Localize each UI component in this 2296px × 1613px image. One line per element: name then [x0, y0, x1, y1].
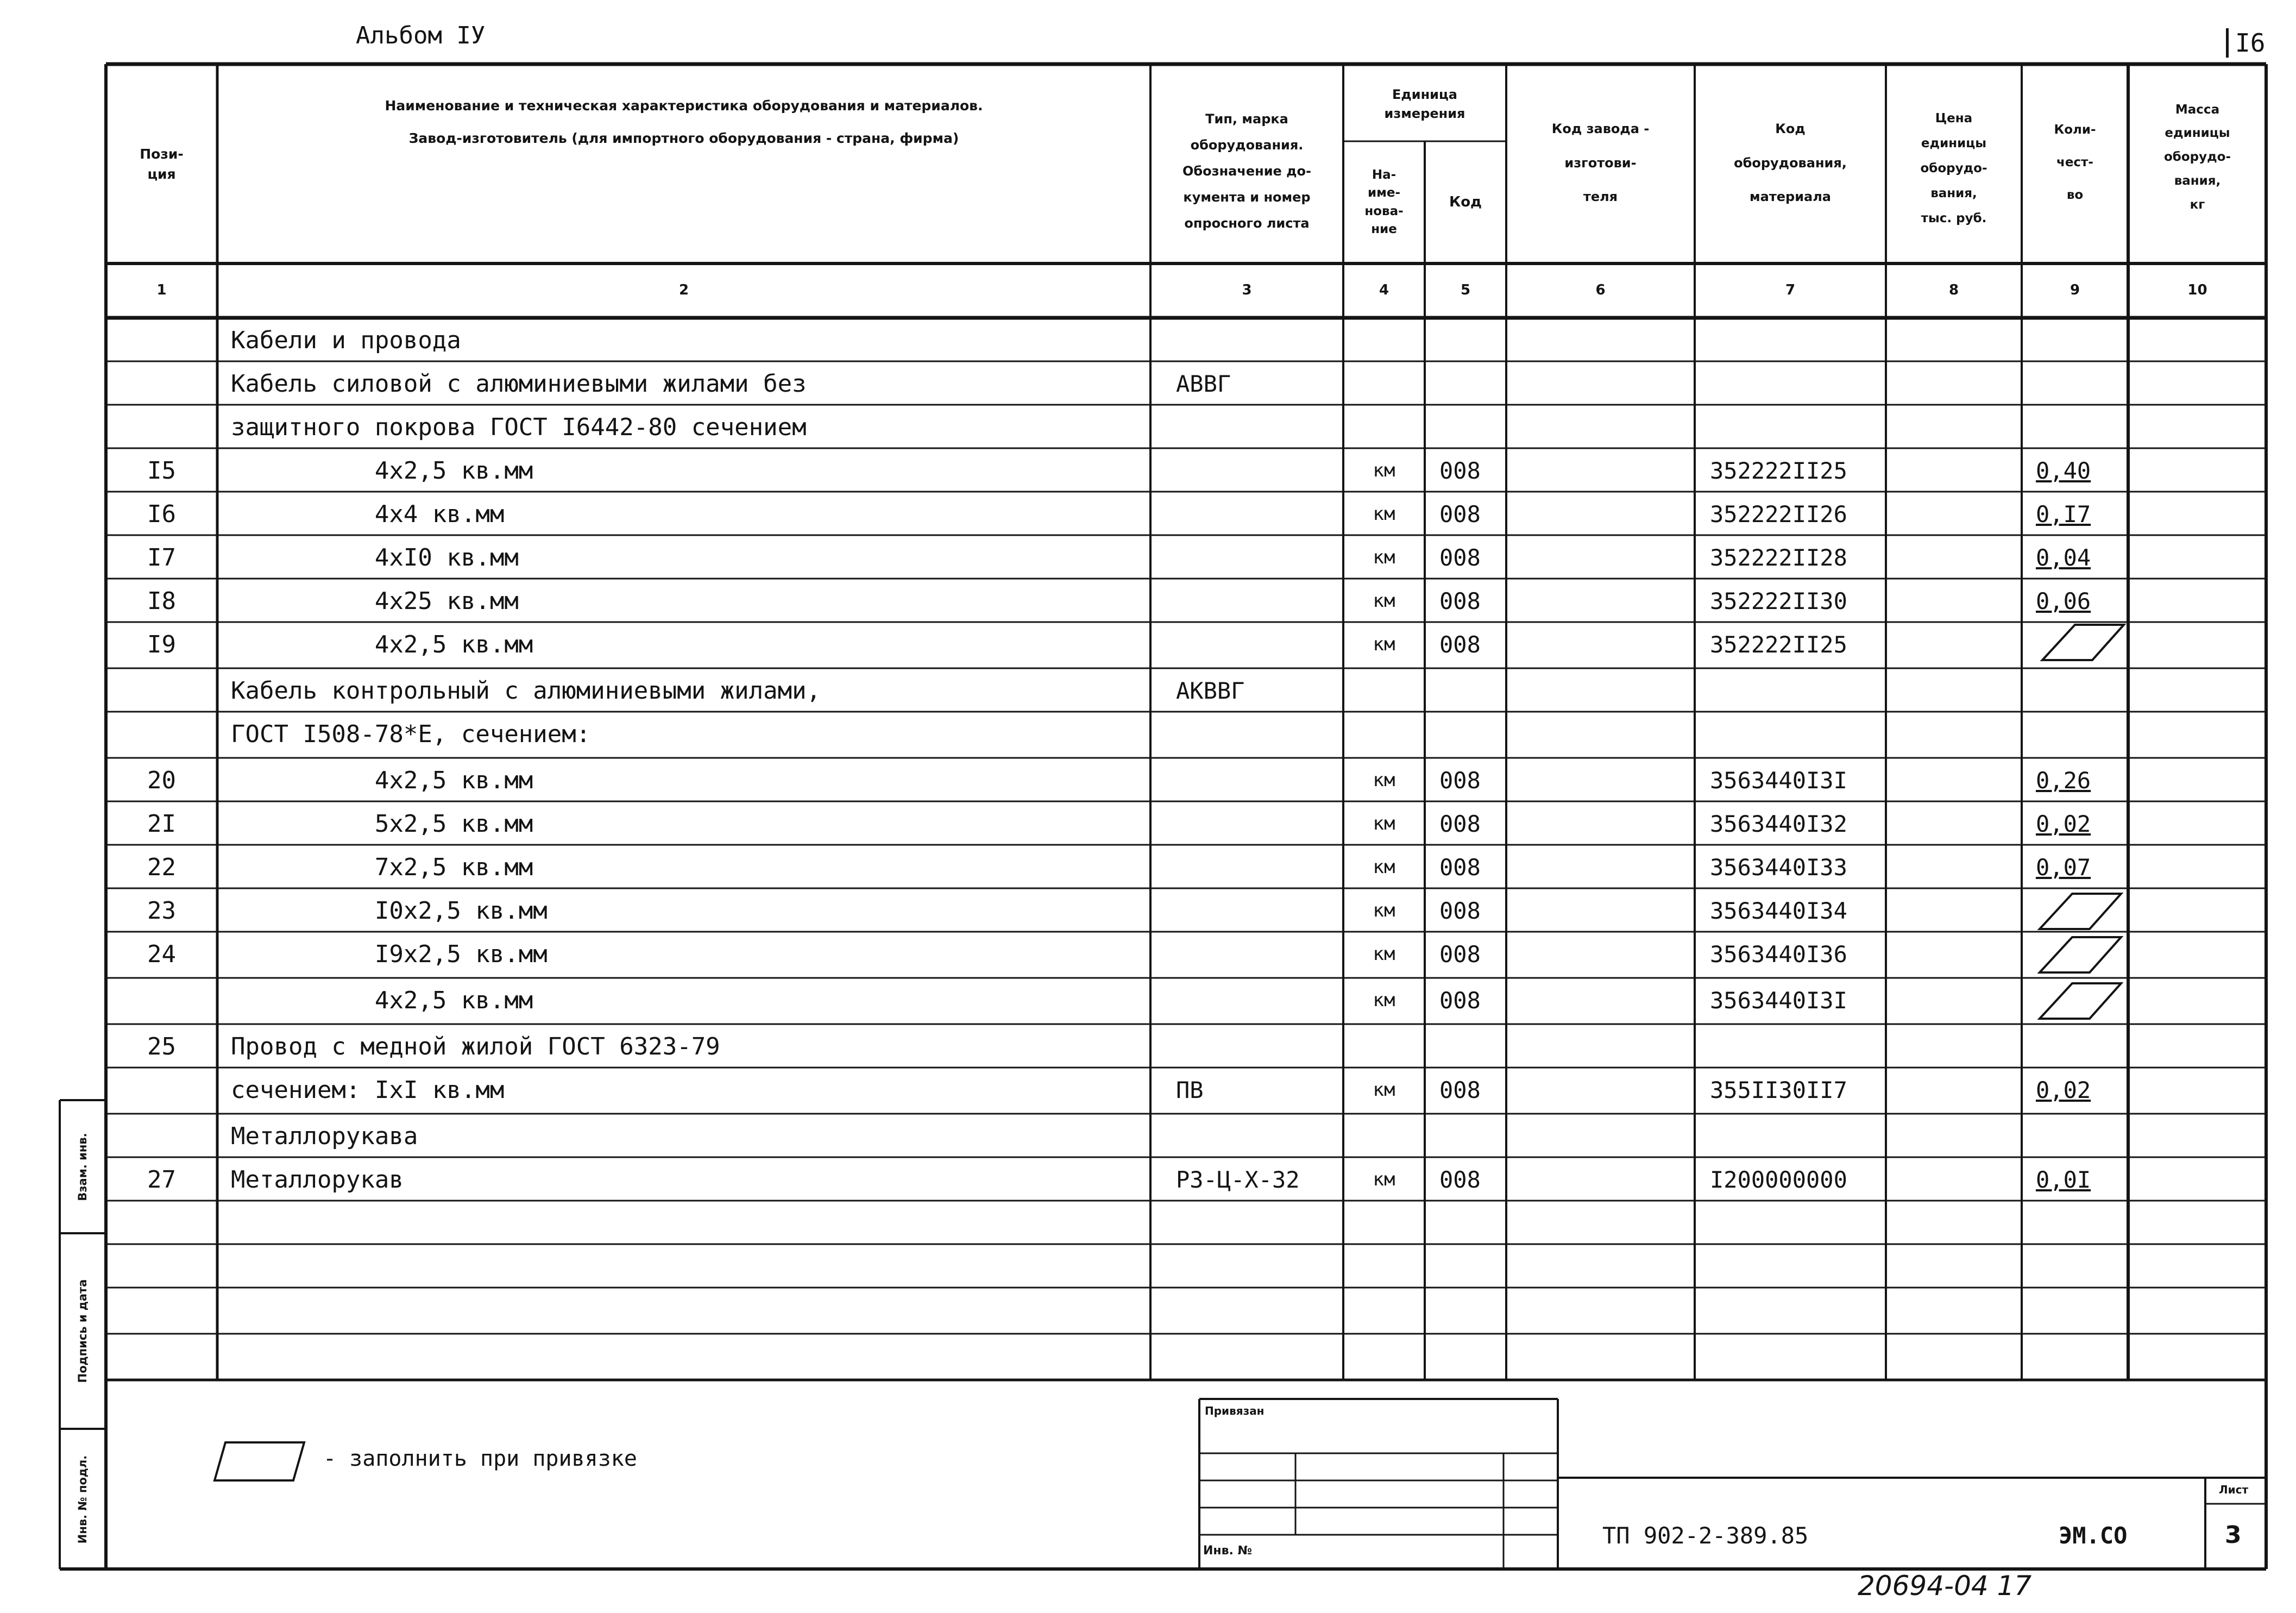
position-cell	[109, 1069, 215, 1111]
position-cell: I6	[147, 500, 176, 528]
unit-code-cell	[1439, 319, 1504, 361]
name-cell: сечением: IxI кв.мм	[231, 1076, 505, 1104]
col-number: 2	[678, 282, 689, 299]
unit-cell: км	[1373, 503, 1395, 525]
col-header-unit-name: На- име- нова- ние	[1364, 167, 1404, 236]
name-cell: 4xI0 кв.мм	[231, 543, 519, 572]
unit-code-cell	[1439, 406, 1504, 448]
unit-code-cell: 008	[1439, 940, 1481, 968]
unit-code-cell: 008	[1439, 457, 1481, 484]
name-cell: Металлорукава	[231, 1122, 418, 1150]
unit-code-cell	[1439, 713, 1504, 755]
unit-cell: км	[1373, 460, 1395, 481]
quantity-cell	[2036, 319, 2128, 361]
sheet-label: Лист	[2219, 1483, 2249, 1496]
name-cell: I9x2,5 кв.мм	[231, 940, 548, 968]
side-label-podpis: Подпись и дата	[76, 1279, 89, 1383]
material-code-cell: 3563440I36	[1710, 940, 1847, 968]
position-cell: 27	[147, 1165, 176, 1194]
position-cell	[109, 1115, 215, 1157]
name-cell: 4x2,5 кв.мм	[231, 630, 533, 658]
type-cell: АВВГ	[1176, 370, 1231, 397]
material-code-cell: 3563440I32	[1710, 810, 1847, 837]
material-code-cell: 352222II30	[1710, 587, 1847, 614]
position-cell	[109, 713, 215, 755]
unit-code-cell: 008	[1439, 767, 1481, 794]
type-cell	[1176, 449, 1339, 492]
position-cell: 23	[147, 896, 176, 925]
stamp-inv-no: Инв. №	[1203, 1544, 1253, 1558]
col-number: 3	[1242, 282, 1252, 299]
album-title: Альбом IУ	[356, 22, 486, 49]
col-number: 6	[1595, 282, 1606, 299]
unit-cell: км	[1373, 590, 1395, 612]
type-cell	[1176, 933, 1339, 975]
unit-cell: км	[1373, 769, 1395, 791]
position-cell: 22	[147, 853, 176, 881]
col-header-material-code: Код оборудования, материала	[1734, 121, 1847, 205]
name-cell: Кабель силовой с алюминиевыми жилами без	[231, 369, 807, 398]
position-cell: I8	[147, 587, 176, 615]
type-cell	[1176, 493, 1339, 535]
quantity-cell	[2036, 1115, 2128, 1157]
name-cell: Кабели и провода	[231, 326, 461, 354]
col-header-price: Цена единицы оборудо- вания, тыс. руб.	[1920, 111, 1987, 225]
type-cell: АКВВГ	[1176, 677, 1245, 704]
type-cell	[1176, 319, 1339, 361]
unit-cell: км	[1373, 813, 1395, 834]
col-header-type: Тип, марка оборудования. Обозначение до- кумента и номер опросного листа	[1182, 111, 1311, 231]
unit-code-cell	[1439, 669, 1504, 712]
material-code-cell: 352222II25	[1710, 631, 1847, 658]
type-cell	[1176, 1115, 1339, 1157]
unit-cell	[1346, 319, 1422, 361]
unit-code-cell: 008	[1439, 810, 1481, 837]
name-cell: 4x4 кв.мм	[231, 500, 505, 528]
unit-code-cell: 008	[1439, 544, 1481, 571]
quantity-cell	[2036, 362, 2128, 405]
side-label-vzam: Взам. инв.	[76, 1133, 89, 1201]
quantity-cell: 0,02	[2036, 1076, 2091, 1103]
position-cell: I9	[147, 630, 176, 658]
material-code-cell	[1710, 713, 1884, 755]
type-cell	[1176, 1025, 1339, 1068]
type-cell	[1176, 889, 1339, 932]
material-code-cell: 3563440I3I	[1710, 987, 1847, 1014]
material-code-cell	[1710, 319, 1884, 361]
unit-cell: км	[1373, 1079, 1395, 1101]
name-cell: 5x2,5 кв.мм	[231, 809, 533, 838]
unit-cell: км	[1373, 1169, 1395, 1190]
type-cell	[1176, 713, 1339, 755]
type-cell	[1176, 759, 1339, 801]
quantity-cell	[2036, 669, 2128, 712]
col-header-mass: Масса единицы оборудо- вания, кг	[2163, 102, 2231, 212]
material-code-cell	[1710, 669, 1884, 712]
unit-cell	[1346, 406, 1422, 448]
type-cell	[1176, 802, 1339, 845]
name-cell: I0x2,5 кв.мм	[231, 896, 548, 925]
name-cell: 4x25 кв.мм	[231, 587, 519, 615]
name-cell: Провод с медной жилой ГОСТ 6323-79	[231, 1032, 720, 1060]
name-cell: 4x2,5 кв.мм	[231, 766, 533, 794]
stamp-privyazan: Привязан	[1205, 1404, 1265, 1417]
unit-code-cell: 008	[1439, 853, 1481, 881]
quantity-cell: 0,06	[2036, 587, 2091, 614]
quantity-cell: 0,I7	[2036, 500, 2091, 528]
position-cell: 2I	[147, 809, 176, 838]
material-code-cell: 3563440I33	[1710, 853, 1847, 881]
unit-code-cell: 008	[1439, 987, 1481, 1014]
col-number: 1	[156, 282, 167, 299]
unit-cell	[1346, 669, 1422, 712]
position-cell: 25	[147, 1032, 176, 1060]
quantity-cell: 0,04	[2036, 544, 2091, 571]
name-cell: 4x2,5 кв.мм	[231, 986, 533, 1014]
position-cell: I7	[147, 543, 176, 572]
document-designation: ТП 902-2-389.85	[1602, 1522, 1809, 1549]
quantity-cell	[2036, 623, 2128, 666]
unit-cell	[1346, 1115, 1422, 1157]
material-code-cell: 3563440I34	[1710, 897, 1847, 924]
material-code-cell: 355II30II7	[1710, 1076, 1847, 1103]
material-code-cell: 3563440I3I	[1710, 767, 1847, 794]
quantity-cell: 0,26	[2036, 767, 2091, 794]
type-cell	[1176, 846, 1339, 888]
quantity-cell	[2036, 406, 2128, 448]
col-number: 7	[1785, 282, 1796, 299]
name-cell: защитного покрова ГОСТ I6442-80 сечением	[231, 413, 807, 441]
material-code-cell: I200000000	[1710, 1166, 1847, 1193]
position-cell: 24	[147, 940, 176, 968]
legend-text: - заполнить при привязке	[323, 1446, 637, 1471]
unit-cell: км	[1373, 547, 1395, 568]
name-cell: Металлорукав	[231, 1165, 404, 1194]
col-header-unit-code: Код	[1449, 193, 1482, 210]
quantity-cell	[2036, 1025, 2128, 1068]
name-cell: ГОСТ I508-78*Е, сечением:	[231, 720, 591, 748]
position-cell	[109, 669, 215, 712]
unit-cell: км	[1373, 989, 1395, 1011]
unit-code-cell	[1439, 1025, 1504, 1068]
name-cell: 4x2,5 кв.мм	[231, 456, 533, 485]
position-cell	[109, 406, 215, 448]
quantity-cell	[2036, 979, 2128, 1021]
unit-cell	[1346, 362, 1422, 405]
position-cell	[109, 319, 215, 361]
type-cell	[1176, 536, 1339, 579]
material-code-cell	[1710, 406, 1884, 448]
material-code-cell: 352222II28	[1710, 544, 1847, 571]
col-number: 5	[1460, 282, 1471, 299]
col-number: 10	[2187, 282, 2207, 299]
type-cell: ПВ	[1176, 1076, 1204, 1103]
quantity-cell: 0,40	[2036, 457, 2091, 484]
unit-code-cell: 008	[1439, 897, 1481, 924]
col-header-manufacturer-code: Код завода - изготови- теля	[1551, 121, 1650, 205]
type-cell	[1176, 623, 1339, 666]
quantity-cell	[2036, 933, 2128, 975]
type-cell	[1176, 406, 1339, 448]
unit-cell: км	[1373, 856, 1395, 878]
col-header-unit-group: Единица измерения	[1384, 87, 1465, 121]
quantity-cell: 0,0I	[2036, 1166, 2091, 1193]
quantity-cell: 0,02	[2036, 810, 2091, 837]
unit-cell	[1346, 713, 1422, 755]
sheet-number: 3	[2225, 1521, 2242, 1549]
name-cell: Кабель контрольный с алюминиевыми жилами,	[231, 676, 821, 705]
type-cell	[1176, 979, 1339, 1021]
material-code-cell: 352222II26	[1710, 500, 1847, 528]
material-code-cell: 352222II25	[1710, 457, 1847, 484]
document-code: ЭМ.СО	[2059, 1522, 2128, 1549]
col-header-position: Пози- ция	[140, 146, 184, 182]
unit-code-cell: 008	[1439, 500, 1481, 528]
sheet-number-top: I6	[2226, 28, 2265, 58]
unit-cell: км	[1373, 900, 1395, 921]
unit-code-cell: 008	[1439, 587, 1481, 614]
material-code-cell	[1710, 1025, 1884, 1068]
col-number: 8	[1948, 282, 1959, 299]
side-label-inv-podl: Инв. № подл.	[76, 1455, 89, 1544]
handwritten-number: 20694-04 17	[1858, 1570, 2032, 1602]
unit-code-cell	[1439, 1115, 1504, 1157]
quantity-cell	[2036, 713, 2128, 755]
quantity-cell	[2036, 889, 2128, 932]
quantity-cell: 0,07	[2036, 853, 2091, 881]
unit-code-cell: 008	[1439, 1166, 1481, 1193]
material-code-cell	[1710, 362, 1884, 405]
type-cell	[1176, 580, 1339, 622]
position-cell	[109, 362, 215, 405]
col-header-quantity: Коли- чест- во	[2054, 123, 2096, 202]
position-cell: I5	[147, 456, 176, 485]
position-cell	[109, 979, 215, 1021]
col-header-name: Наименование и техническая характеристика оборудования и материалов. Завод-изготовитель (для импортного оборудования - страна, фирма)	[385, 98, 983, 146]
unit-code-cell: 008	[1439, 1076, 1481, 1103]
unit-cell	[1346, 1025, 1422, 1068]
col-number: 4	[1379, 282, 1389, 299]
name-cell: 7x2,5 кв.мм	[231, 853, 533, 881]
unit-code-cell	[1439, 362, 1504, 405]
unit-cell: км	[1373, 633, 1395, 655]
position-cell: 20	[147, 766, 176, 794]
unit-cell: км	[1373, 943, 1395, 965]
material-code-cell	[1710, 1115, 1884, 1157]
col-number: 9	[2069, 282, 2080, 299]
type-cell: РЗ-Ц-Х-32	[1176, 1166, 1300, 1193]
unit-code-cell: 008	[1439, 631, 1481, 658]
